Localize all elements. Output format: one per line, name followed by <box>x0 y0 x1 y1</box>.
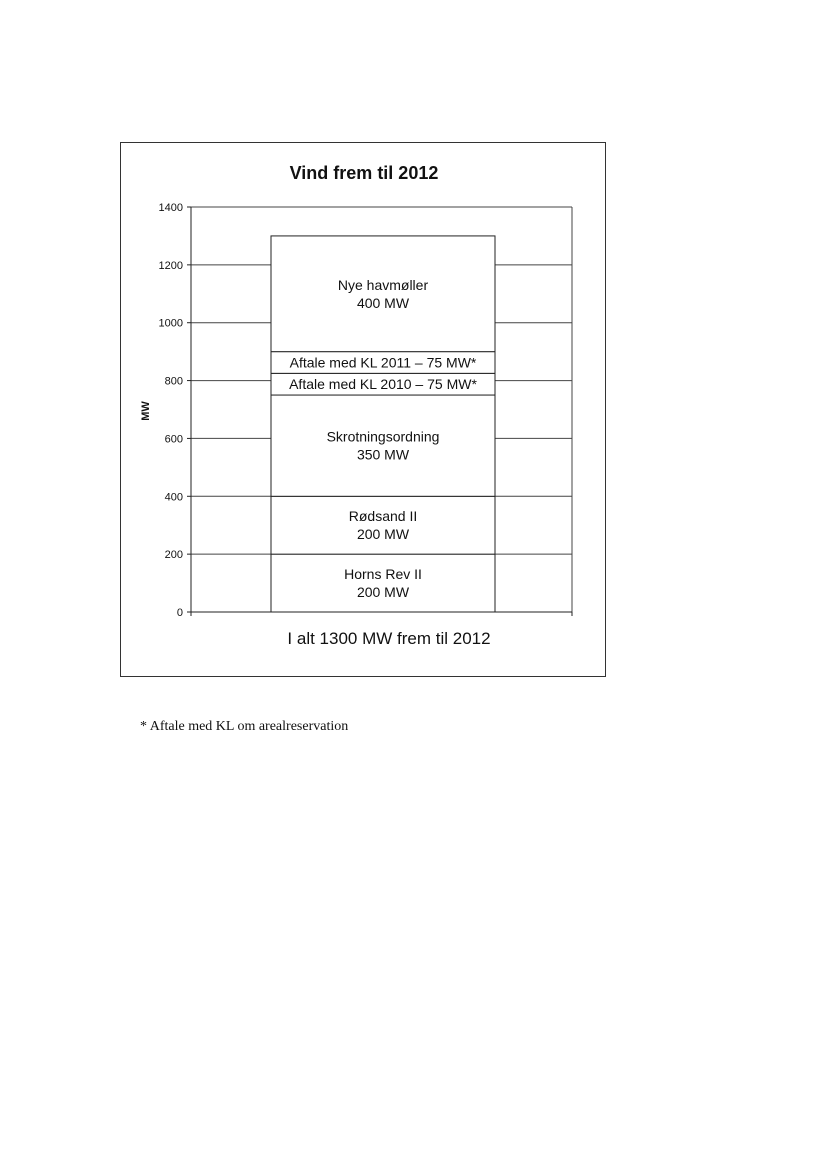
segment-label: 200 MW <box>356 584 410 601</box>
segment-label: Aftale med KL 2011 – 75 MW* <box>289 354 477 371</box>
y-tick-label: 1400 <box>158 202 183 214</box>
y-tick-label: 0 <box>176 607 183 619</box>
bar-segment-skrotningsordning <box>271 395 495 496</box>
segment-label: Rødsand II <box>348 508 418 525</box>
x-axis-label: I alt 1300 MW frem til 2012 <box>287 629 491 648</box>
y-tick-label: 800 <box>164 375 183 388</box>
bar-segment-nye-havm-ller <box>271 236 495 352</box>
y-tick-label: 600 <box>164 433 183 446</box>
segment-label: Skrotningsordning <box>326 428 440 445</box>
y-axis-label: MW <box>140 401 152 421</box>
segment-label: Nye havmøller <box>337 276 429 293</box>
chart-frame <box>120 142 606 677</box>
bar-segment-horns-rev-ii <box>271 554 495 612</box>
y-tick-label: 200 <box>164 549 183 562</box>
chart-title: Vind frem til 2012 <box>289 163 439 183</box>
segment-label: 400 MW <box>356 294 410 311</box>
footnote: * Aftale med KL om arealreservation <box>140 719 349 734</box>
chart-svg <box>121 143 607 678</box>
segment-label: Horns Rev II <box>344 566 422 583</box>
segment-label: 350 MW <box>356 446 410 463</box>
y-tick-label: 1200 <box>158 259 183 272</box>
y-tick-label: 1000 <box>158 317 183 330</box>
segment-label: Aftale med KL 2010 – 75 MW* <box>289 376 477 393</box>
segment-label: 200 MW <box>356 526 410 543</box>
bar-segment-r-dsand-ii <box>271 496 495 554</box>
y-tick-label: 400 <box>164 491 183 504</box>
